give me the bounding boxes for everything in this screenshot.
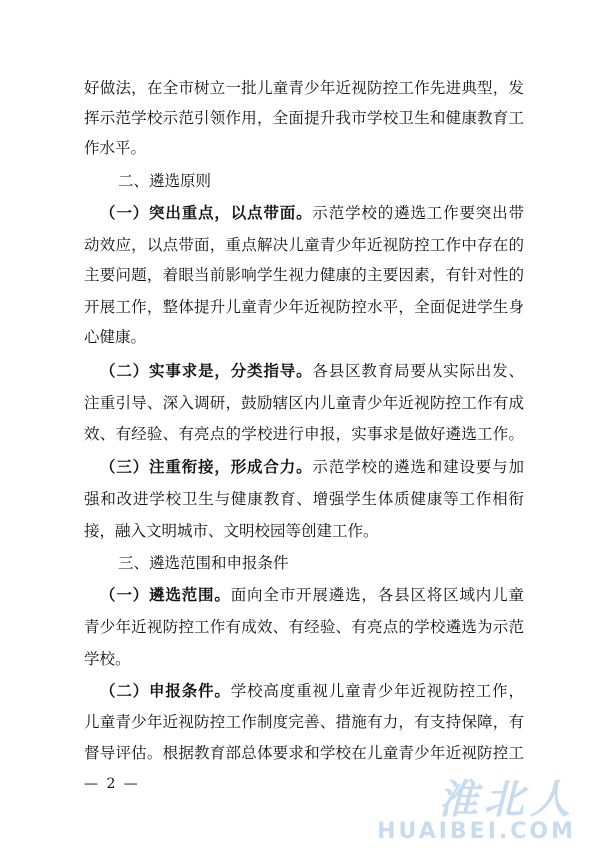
- paragraph-1-text: 示范学校的遴选工作要突出带: [312, 204, 524, 222]
- text-line: 心健康。: [84, 328, 147, 346]
- paragraph-3-text: 示范学校的遴选和建设要与加: [312, 458, 524, 476]
- text-line: 作水平。: [84, 139, 147, 157]
- text-line: 开展工作，整体提升儿童青少年近视防控水平，全面促进学生身: [84, 298, 524, 316]
- text-line: 挥示范学校示范引领作用，全面提升我市学校卫生和健康教育工: [84, 109, 524, 127]
- paragraph-5-first-line: [100, 681, 524, 701]
- paragraph-1-title: （一）突出重点，以点带面。: [100, 203, 313, 222]
- watermark-chinese: 淮北人: [438, 777, 576, 823]
- text-line: 好做法，在全市树立一批儿童青少年近视防控工作先进典型，发: [84, 79, 524, 97]
- text-line: 儿童青少年近视防控工作制度完善、措施有力，有支持保障，有: [84, 713, 524, 731]
- watermark-latin: HUAIBEI.COM: [377, 819, 576, 844]
- paragraph-4-text: 面向全市开展遴选，各县区将区域内儿童: [230, 586, 524, 604]
- text-line: 动效应，以点带面，重点解决儿童青少年近视防控工作中存在的: [84, 236, 524, 254]
- paragraph-5-title: （二）申报条件。: [100, 681, 231, 700]
- text-line: 强和改进学校卫生与健康教育、增强学生体质健康等工作相衔: [84, 490, 524, 508]
- paragraph-3-first-line: [100, 457, 524, 477]
- text-line: 青少年近视防控工作有成效、有经验、有亮点的学校遴选为示范: [84, 618, 524, 636]
- paragraph-3-title: （三）注重衔接，形成合力。: [100, 457, 313, 476]
- site-watermark: [376, 777, 576, 844]
- paragraph-5-text: 学校高度重视儿童青少年近视防控工作，: [230, 682, 524, 700]
- paragraph-4-first-line: [100, 585, 524, 605]
- page-number: — 2 —: [84, 776, 140, 792]
- paragraph-2-title: （二）实事求是，分类指导。: [100, 361, 313, 380]
- section-heading-3: 三、遴选范围和申报条件: [118, 554, 289, 572]
- paragraph-4-title: （一）遴选范围。: [100, 585, 231, 604]
- text-line: 主要问题，着眼当前影响学生视力健康的主要因素，有针对性的: [84, 266, 524, 284]
- paragraph-1-first-line: [100, 203, 524, 223]
- text-line: 督导评估。根据教育部总体要求和学校在儿童青少年近视防控工: [84, 744, 524, 762]
- paragraph-2-first-line: [100, 361, 524, 381]
- text-line: 学校。: [84, 650, 131, 668]
- text-line: 接，融入文明城市、文明校园等创建工作。: [84, 522, 379, 540]
- text-line: 效、有经验、有亮点的学校进行申报，实事求是做好遴选工作。: [84, 425, 524, 443]
- text-line: 注重引导、深入调研，鼓励辖区内儿童青少年近视防控工作有成: [84, 394, 524, 412]
- section-heading-2: 二、遴选原则: [118, 172, 212, 190]
- paragraph-2-text: 各县区教育局要从实际出发、: [312, 362, 524, 380]
